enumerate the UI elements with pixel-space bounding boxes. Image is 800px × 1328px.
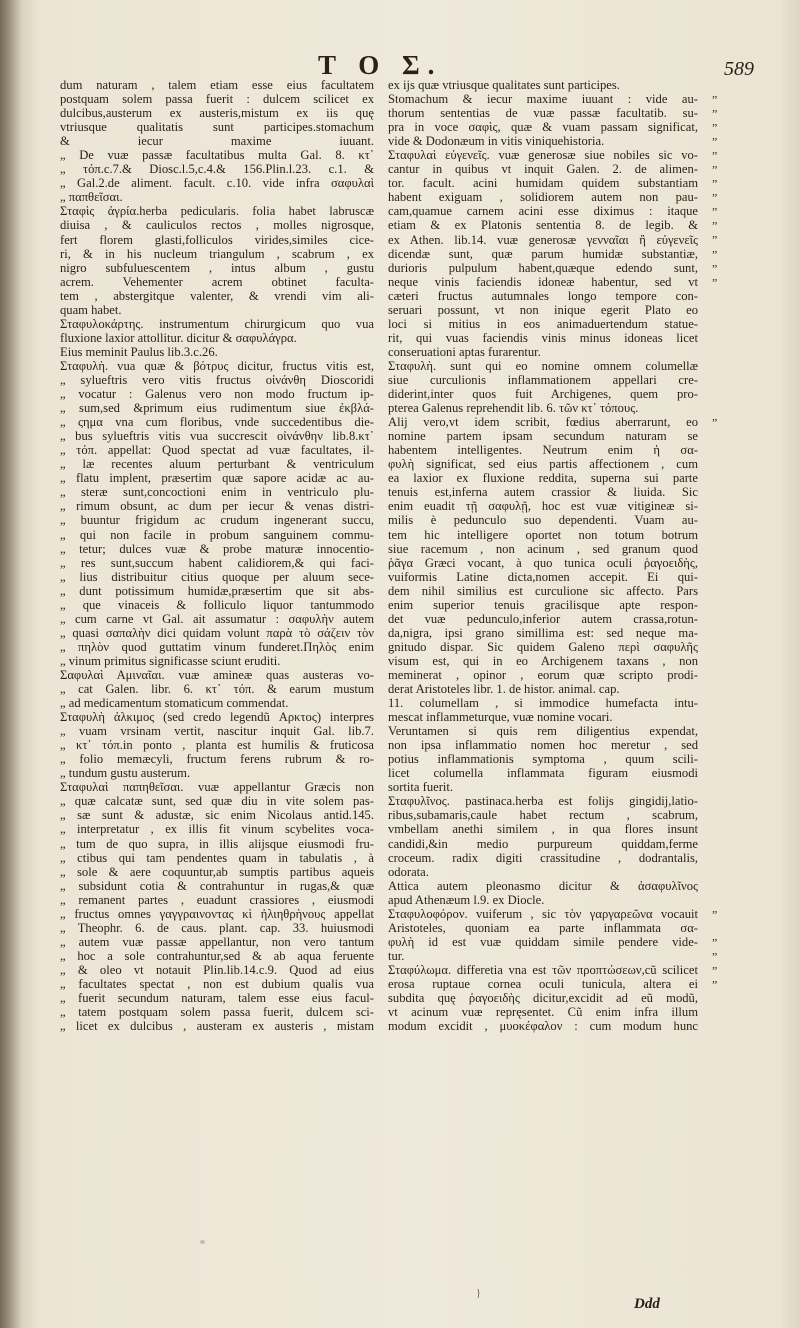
- text-line: potius inflammationis symptoma , quum scili-: [388, 752, 698, 767]
- text-line: „ interpretatur , ex illis fit vinum scybelites voca-: [60, 822, 374, 837]
- quote-mark: [712, 507, 742, 521]
- quote-mark: „: [712, 970, 718, 985]
- quote-mark: [712, 816, 742, 830]
- text-line: thorum sententias de vuæ passæ facultatib. su-: [388, 106, 698, 121]
- text-line: non ipsa inflammatio nomen hoc meretur , sed: [388, 738, 698, 753]
- quote-mark: „: [712, 156, 718, 171]
- text-line: nigro subfuluescentem , intus album , gustu: [60, 260, 374, 275]
- ink-spot: [540, 760, 543, 763]
- text-line: enim superior tenuis gracilisque apte respon-: [388, 597, 698, 612]
- text-line: φυλὴ id est vuæ quiddam simile pendere vide-: [388, 934, 698, 949]
- quote-mark: „: [712, 100, 718, 115]
- quote-mark: [712, 718, 742, 732]
- right-text-column: [388, 78, 698, 1033]
- text-line: „ De vuæ passæ facultatibus multa Gal. 8. κτ᾽: [60, 148, 374, 163]
- quote-mark: „: [712, 268, 718, 283]
- text-line: habent exiguam , solidiorem autem non pau-: [388, 190, 698, 205]
- text-line: „ tatem postquam solem passa fuerit, dulcem sci-: [60, 1005, 374, 1020]
- text-line: „ vinum primitus significasse sciunt eruditi.: [60, 653, 281, 668]
- quote-mark: [712, 339, 742, 353]
- text-line: vuiformis Latine dicta,nomen accepit. Ei qui-: [388, 569, 698, 584]
- text-line: ex Athen. lib.14. vuæ generosæ γενναῖαι ἢ εὐγενεῖς: [388, 232, 698, 247]
- text-line: „ tum de quo supra, in illis alijsque eiusmodi fru-: [60, 836, 374, 851]
- text-line: croceum. radix digiti crassitudine , dodrantalis,: [388, 850, 698, 865]
- text-line: Eius meminit Paulus lib.3.c.26.: [60, 344, 218, 359]
- text-line: Σταφυλοκάρτης. instrumentum chirurgicum quo vua: [60, 316, 374, 331]
- quote-mark: [712, 634, 742, 648]
- text-line: ex ijs quæ vtriusque qualitates sunt participes.: [388, 78, 620, 92]
- text-line: Σταφυλῖνος. pastinaca.herba est folijs gingidij,latio-: [388, 794, 698, 809]
- text-line: dem nihil similius est curculione sic affecto. Pars: [388, 583, 698, 598]
- text-line: „ facultates spectat , non est dubium qualis vua: [60, 977, 374, 991]
- quote-mark: [712, 606, 742, 620]
- quote-mark: [712, 578, 742, 592]
- text-line: 11. columellam , si immodice humefacta intu-: [388, 696, 698, 711]
- text-line: vtriusque qualitatis sunt participes.stomachum: [60, 120, 374, 135]
- text-line: „ tetur; dulces vuæ & probe maturæ innocentio-: [60, 541, 374, 556]
- text-line: „ res sunt,succum habent calidiorem,& qui faci-: [60, 555, 374, 570]
- text-line: Stomachum & iecur maxime iuuant : vide au-: [388, 92, 698, 107]
- text-line: Σταφυλὴ. vua quæ & βότρυς dicitur, fructus vitis est,: [60, 358, 374, 373]
- text-line: „ ctibus qui tam pendentes quam in tabulatis , à: [60, 850, 374, 865]
- quote-mark: „: [712, 184, 718, 199]
- gutter-shadow: [0, 0, 22, 1328]
- quote-mark: [712, 564, 742, 578]
- text-line: Σταφυλαὶ παπηθεῖσαι. vuæ appellantur Græcis non: [60, 780, 374, 795]
- text-line: „ rimum obsunt, ac dum per iecur & venas distri-: [60, 499, 374, 514]
- text-line: conseruationi aptas furarentur.: [388, 344, 541, 359]
- quote-mark: [712, 297, 742, 311]
- quote-mark: [712, 676, 742, 690]
- text-line: rit, qui vuas faciendis vinis minus idoneas licet: [388, 330, 698, 345]
- text-line: „ sole & aere coquuntur,ab sumptis partibus aqueis: [60, 864, 374, 879]
- text-line: „ que vinaceis & folliculo liquor tantummodo: [60, 597, 374, 612]
- text-line: etiam & ex Platonis sententia 8. de legib. &: [388, 218, 698, 233]
- text-line: „ subsidunt cotia & contrahuntur in rugas,& quæ: [60, 878, 374, 893]
- quote-mark: „: [712, 212, 718, 227]
- text-line: ri, & in his nucleum triangulum , scabrum , ex: [60, 246, 374, 261]
- text-line: Σταφυλὴ. sunt qui eo nomine omnem columellæ: [388, 358, 698, 373]
- quote-mark: „: [712, 128, 718, 143]
- text-line: „ τόπ.c.7.& Diosc.l.5,c.4.& 156.Plin.l.23. c.1. &: [60, 162, 374, 177]
- text-line: cantur in quibus vt inquit Galen. 2. de alimen-: [388, 162, 698, 177]
- text-line: milis è pedunculo suo dependenti. Vuam au-: [388, 513, 698, 528]
- text-line: „ κτ᾽ τόπ.in ponto , planta est humilis & fruticosa: [60, 738, 374, 753]
- text-line: „ sæ sunt & adustæ, sic enim Nicolaus antid.145.: [60, 808, 374, 823]
- quote-mark: [712, 395, 742, 409]
- quote-mark: [712, 592, 742, 606]
- text-line: „ quasi σαπαλὴν dici quidam volunt παρὰ τὸ σάζειν τὸν: [60, 625, 374, 640]
- text-line: seruari possunt, vt non inique egerit Plato eo: [388, 302, 698, 317]
- text-line: diderint,inter quos fuit Archigenes, quem pro-: [388, 387, 698, 402]
- text-line: „ πηλὸν quod guttatim vinum funderet.Πηλὸς enim: [60, 639, 374, 654]
- quote-mark: [712, 887, 742, 901]
- quote-mark: „: [712, 86, 718, 100]
- text-line: da,nigra, ipsi grano simillima est: sed neque ma-: [388, 625, 698, 640]
- quote-mark: [712, 690, 742, 704]
- text-line: Aristoteles, quoniam ea parte inflammata σα-: [388, 920, 698, 935]
- catchword: Ddd: [634, 1296, 660, 1312]
- quote-mark: [712, 746, 742, 760]
- text-line: „ Theophr. 6. de caus. plant. cap. 33. huiusmodi: [60, 920, 374, 935]
- quote-mark: [712, 367, 742, 381]
- text-line: ea laxior ex fluxione reddita, superna sui parte: [388, 471, 698, 486]
- text-line: „ cum carne vt Gal. ait assumatur : σαφυλὴν autem: [60, 611, 374, 626]
- fold-mark: }: [476, 1288, 481, 1299]
- page-header: [0, 48, 800, 82]
- quote-mark: [712, 437, 742, 451]
- text-line: quam habet.: [60, 302, 122, 317]
- text-line: „ sum,sed &primum eius rudimentum siue ἐκβλά-: [60, 401, 374, 416]
- quote-mark: „: [712, 226, 718, 241]
- text-line: fluxione laxior attollitur. dicitur & σαφυλάγρα.: [60, 330, 297, 345]
- quote-mark: [712, 648, 742, 662]
- quote-mark: [712, 283, 742, 297]
- text-line: dulcibus,austerum ex austeris,mistum ex iis quę: [60, 106, 374, 121]
- text-line: „ buuntur frigidum ac crudum ingenerant succu,: [60, 513, 374, 528]
- text-line: cam,quamue carnem acini esse diximus : itaque: [388, 204, 698, 219]
- text-line: Σταφύλωμα. differetia vna est τῶν προπτώσεων,cũ scilicet: [388, 962, 698, 977]
- text-line: vt acinum vuæ repręsentet. Cũ enim infra illum: [388, 1005, 698, 1020]
- quote-mark: [712, 550, 742, 564]
- text-line: visum est, qui in eo Archigenem taxans , non: [388, 653, 698, 668]
- text-line: „ lius distribuitur citius quoque per aluum sece-: [60, 569, 374, 584]
- text-line: „ licet ex dulcibus , austeram ex austeris , mistam: [60, 1019, 374, 1034]
- quote-mark: [712, 845, 742, 859]
- quote-mark: „: [712, 240, 718, 255]
- quote-mark: [712, 479, 742, 493]
- text-line: „ bus sylueftris vitis vua succrescit οἰνάνθην lib.8.κτ᾽: [60, 429, 374, 444]
- text-line: „ ad medicamentum stomaticum commendat.: [60, 696, 289, 711]
- text-line: gnitudo dispar. Sic quidem Galeno περὶ σαφυλῆς: [388, 639, 698, 654]
- text-line: Σταφυλοφόρον. vuiferum , sic τὸν γαργαρεῶνα vocauit: [388, 906, 698, 921]
- text-line: neque vinis faciendis idoneæ habentur, sed vt: [388, 274, 698, 289]
- text-line: cæteri fructus autumnales longo tempore con-: [388, 288, 698, 303]
- text-line: „ dunt potissimum humidæ,præsertim que sit abs-: [60, 583, 374, 598]
- text-line: tur.: [388, 948, 405, 963]
- text-line: siue racemum , non acinum , sed granum quod: [388, 541, 698, 556]
- text-line: derat Aristoteles libr. 1. de histor. animal. cap.: [388, 682, 620, 697]
- text-line: „ qui non facile in probum sanguinem commu-: [60, 527, 374, 542]
- quote-mark: [712, 802, 742, 816]
- text-line: tenuis est,inferna autem crassior & liuida. Sic: [388, 485, 698, 500]
- text-line: tem , abstergitque valenter, & vrendi vim ali-: [60, 288, 374, 303]
- text-line: licet columella inflammata figuram eiusmodi: [388, 766, 698, 781]
- text-line: mescat inflammeturque, vuæ nomine vocari.: [388, 710, 613, 725]
- quote-mark: „: [712, 254, 718, 269]
- text-line: „ ςημα vna cum floribus, vnde succedentibus die-: [60, 415, 374, 430]
- text-line: tor. facult. acini humidam quidem substantiam: [388, 176, 698, 191]
- quote-mark: „: [712, 928, 718, 943]
- margin-quote-marks: [712, 86, 742, 985]
- text-line: Attica autem pleonasmo dicitur & ἀσαφυλῖνος: [388, 878, 698, 893]
- text-line: „ folio memæcyli, fructum ferens rubrum & ro-: [60, 752, 374, 767]
- quote-mark: „: [712, 142, 718, 157]
- quote-mark: [712, 859, 742, 873]
- text-line: modum excidit , μυοκέφαλον : cum modum hunc: [388, 1019, 698, 1034]
- quote-mark: [712, 465, 742, 479]
- text-line: durioris pulpulum habent,quæque edendo sunt,: [388, 260, 698, 275]
- quote-mark: [712, 325, 742, 339]
- text-line: Σταφὶς ἀγρία.herba pedicularis. folia habet labruscæ: [60, 204, 374, 219]
- left-text-column: [60, 78, 374, 1033]
- text-line: subdita quę ῥαγοειδὴς dicitur,excidit ad eũ modũ,: [388, 991, 698, 1006]
- quote-mark: [712, 311, 742, 325]
- quote-mark: [712, 493, 742, 507]
- quote-mark: [712, 423, 742, 437]
- text-line: „ læ recentes aluum perturbant & ventriculum: [60, 457, 374, 472]
- text-line: „ flatu implent, præsertim quæ sapore acidæ ac au-: [60, 471, 374, 486]
- running-head: T O Σ.: [318, 50, 443, 80]
- quote-mark: [712, 521, 742, 535]
- quote-mark: [712, 381, 742, 395]
- text-line: & iecur maxime iuuant.: [60, 134, 374, 149]
- quote-mark: [712, 873, 742, 887]
- text-line: „ hoc a sole contrahuntur,sed & ab aqua feruente: [60, 948, 374, 963]
- quote-mark: [712, 760, 742, 774]
- quote-mark: „: [712, 409, 718, 424]
- text-line: erosa ruptaue cornea oculi tunicula, altera ei: [388, 977, 698, 991]
- text-line: Σταφυλαὶ εὐγενεῖς. vuæ generosæ siue nobiles sic vo-: [388, 148, 698, 163]
- text-line: tem hic intelligere oportet non totum botrum: [388, 527, 698, 542]
- text-line: pra in voce σαφὶς, quæ & vuam passam significat,: [388, 120, 698, 135]
- quote-mark: [712, 830, 742, 844]
- text-line: ribus,subamaris,caule habet rectum , scabrum,: [388, 808, 698, 823]
- quote-mark: „: [712, 114, 718, 129]
- quote-mark: [712, 451, 742, 465]
- quote-mark: [712, 536, 742, 550]
- text-line: vide & Dodonæum in vitis viniquehistoria.: [388, 134, 605, 149]
- quote-mark: „: [712, 198, 718, 213]
- quote-mark: [712, 774, 742, 788]
- text-line: nomine partem ipsam secundum naturam se: [388, 429, 698, 444]
- quote-mark: [712, 704, 742, 718]
- quote-mark: [712, 732, 742, 746]
- ink-spot: [200, 1240, 205, 1244]
- text-line: „ cat Galen. libr. 6. κτ᾽ τόπ. & earum mustum: [60, 682, 374, 697]
- text-line: enim euadit τῇ σαφυλῇ, hoc est vuæ vitigineæ si-: [388, 499, 698, 514]
- text-line: φυλὴ significat, sed eius partis affectionem , cum: [388, 457, 698, 472]
- text-line: „ fructus omnes γαγγραινοντας κὶ ἠλιηθρὴνους appellat: [60, 906, 374, 921]
- text-line: Σαφυλαὶ Αμιναῖαι. vuæ amineæ quas austeras vo-: [60, 667, 374, 682]
- text-line: „ remanent partes , euadunt crassiores , eiusmodi: [60, 892, 374, 907]
- text-line: „ τόπ. appellat: Quod spectat ad vuæ facultates, il-: [60, 443, 374, 458]
- quote-mark: „: [712, 956, 718, 971]
- text-line: odorata.: [388, 864, 429, 879]
- text-line: candidi,&in medio purpureum quiddam,ferme: [388, 836, 698, 851]
- text-line: „ vocatur : Galenus vero non modo fructum ip-: [60, 387, 374, 402]
- quote-mark: „: [712, 942, 718, 957]
- text-line: Σταφυλὴ ἀλκιμος (sed credo legendũ Αρκτος) interpres: [60, 710, 374, 725]
- text-line: „ vuam vrsinam vertit, nascitur inquit Gal. lib.7.: [60, 724, 374, 739]
- text-line: Alij vero,vt idem scribit, fœdius aberrarunt, eo: [388, 415, 698, 430]
- text-line: „ tundum gustu austerum.: [60, 766, 191, 781]
- text-line: Veruntamen si quis rem diligentius expendat,: [388, 724, 698, 739]
- text-line: postquam solem passa fuerit : dulcem scilicet ex: [60, 92, 374, 107]
- quote-mark: [712, 662, 742, 676]
- quote-mark: [712, 788, 742, 802]
- quote-mark: „: [712, 170, 718, 185]
- text-line: „ autem vuæ passæ appellantur, non vero tantum: [60, 934, 374, 949]
- text-line: „ & oleo vt notauit Plin.lib.14.c.9. Quod ad eius: [60, 962, 374, 977]
- text-line: „ quæ calcatæ sunt, sed quæ diu in vite solem pas-: [60, 794, 374, 809]
- text-line: dum naturam , talem etiam esse eius facultatem: [60, 78, 374, 92]
- text-line: „ Gal.2.de aliment. facult. c.10. vide infra σαφυλαὶ: [60, 176, 374, 191]
- text-line: apud Athenæum l.9. ex Diocle.: [388, 892, 545, 907]
- page-number: 589: [724, 58, 754, 80]
- text-line: „ παπθεῖσαι.: [60, 190, 123, 205]
- text-line: pterea Galenus reprehendit lib. 6. τῶν κτ᾽ τόπους.: [388, 401, 639, 416]
- quote-mark: [712, 915, 742, 929]
- text-line: „ sylueftris vero vitis fructus οἰνάνθη Dioscoridi: [60, 372, 374, 387]
- text-line: meminerat , opinor , eorum quæ scripto prodi-: [388, 667, 698, 682]
- text-line: ῥᾶγα Græci vocant, à quo tunica oculi ῥαγοειδὴς,: [388, 555, 698, 570]
- quote-mark: [712, 353, 742, 367]
- text-line: diuisa , & cauliculos rectos , molles nigrosque,: [60, 218, 374, 233]
- quote-mark: „: [712, 900, 718, 915]
- text-line: habentem intelligentes. Neutrum enim ἡ σα-: [388, 443, 698, 458]
- text-line: sortita fuerit.: [388, 780, 454, 795]
- text-line: loci si mitius in eos animaduertendum statue-: [388, 316, 698, 331]
- quote-mark: [712, 620, 742, 634]
- text-line: dicendæ sunt, quæ parum humidæ substantiæ,: [388, 246, 698, 261]
- text-line: det vuæ pedunculo,inferior autem crassa,rotun-: [388, 611, 698, 626]
- text-line: „ steræ sunt,concoctioni enim in ventriculo plu-: [60, 485, 374, 500]
- text-line: acrem. Vehementer acrem obtinet faculta-: [60, 274, 374, 289]
- text-line: siue curculionis inflammationem appellari cre-: [388, 372, 698, 387]
- text-line: fert florem glasti,folliculos virides,similes cice-: [60, 232, 374, 247]
- text-line: „ fuerit secundum naturam, talem esse eius facul-: [60, 991, 374, 1006]
- text-line: vmbellam anethi similem , in qua flores insunt: [388, 822, 698, 837]
